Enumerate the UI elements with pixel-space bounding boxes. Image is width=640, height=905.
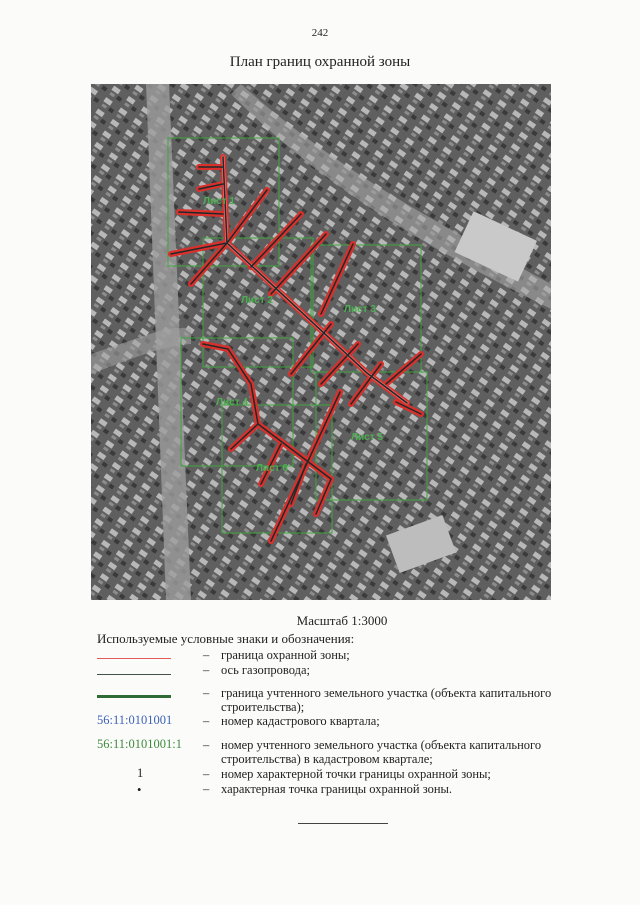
sheet-label-4: Лист 4 <box>216 397 248 408</box>
legend-text: ось газопровода; <box>221 663 311 677</box>
legend-symbol-zone-boundary <box>97 658 171 659</box>
legend-symbol-parcel-boundary <box>97 695 171 698</box>
dash: – <box>203 782 210 796</box>
legend-item <box>203 714 573 728</box>
sheet-label-2: Лист 2 <box>241 295 273 306</box>
legend-item <box>203 648 573 662</box>
page-number: 242 <box>311 27 329 39</box>
legend-symbol-quarter-number: 56:11:0101001 <box>97 713 173 727</box>
sheet-label-5: Лист 5 <box>351 432 383 443</box>
legend-item <box>203 738 573 766</box>
dash: – <box>203 714 210 728</box>
aerial-map <box>91 84 551 600</box>
legend-item <box>203 767 573 781</box>
legend-text: характерная точка границы охранной зоны. <box>221 782 453 796</box>
legend-symbol-point-number: 1 <box>137 766 144 780</box>
legend-symbol-gas-axis <box>97 674 171 675</box>
legend-symbol-parcel-number: 56:11:0101001:1 <box>97 737 182 751</box>
sheet-label-1: Лист 1 <box>203 196 235 207</box>
legend-heading: Используемые условные знаки и обозначения: <box>97 631 355 646</box>
sheet-label-3: Лист 3 <box>344 304 376 315</box>
legend-text: номер учтенного земельного участка (объекта капитального строительства) в кадастровом квартале; <box>221 738 542 766</box>
sheet-label-6: Лист 6 <box>256 463 288 474</box>
dash: – <box>203 767 210 781</box>
dash: – <box>203 648 210 662</box>
legend-symbol-point: • <box>137 783 142 797</box>
legend-text: номер характерной точки границы охранной зоны; <box>221 767 491 781</box>
dash: – <box>203 686 210 700</box>
legend-text: граница учтенного земельного участка (объекта капитального строительства); <box>221 686 552 714</box>
map-scale: Масштаб 1:3000 <box>296 613 388 628</box>
legend-item <box>203 782 573 796</box>
legend-text: границa охранной зоны; <box>221 648 350 662</box>
dash: – <box>203 738 210 752</box>
legend-item <box>203 663 573 677</box>
page-title: План границ охранной зоны <box>229 54 411 70</box>
dash: – <box>203 663 210 677</box>
footer-divider <box>298 823 388 824</box>
legend-item <box>203 686 573 714</box>
legend-text: номер кадастрового квартала; <box>221 714 380 728</box>
